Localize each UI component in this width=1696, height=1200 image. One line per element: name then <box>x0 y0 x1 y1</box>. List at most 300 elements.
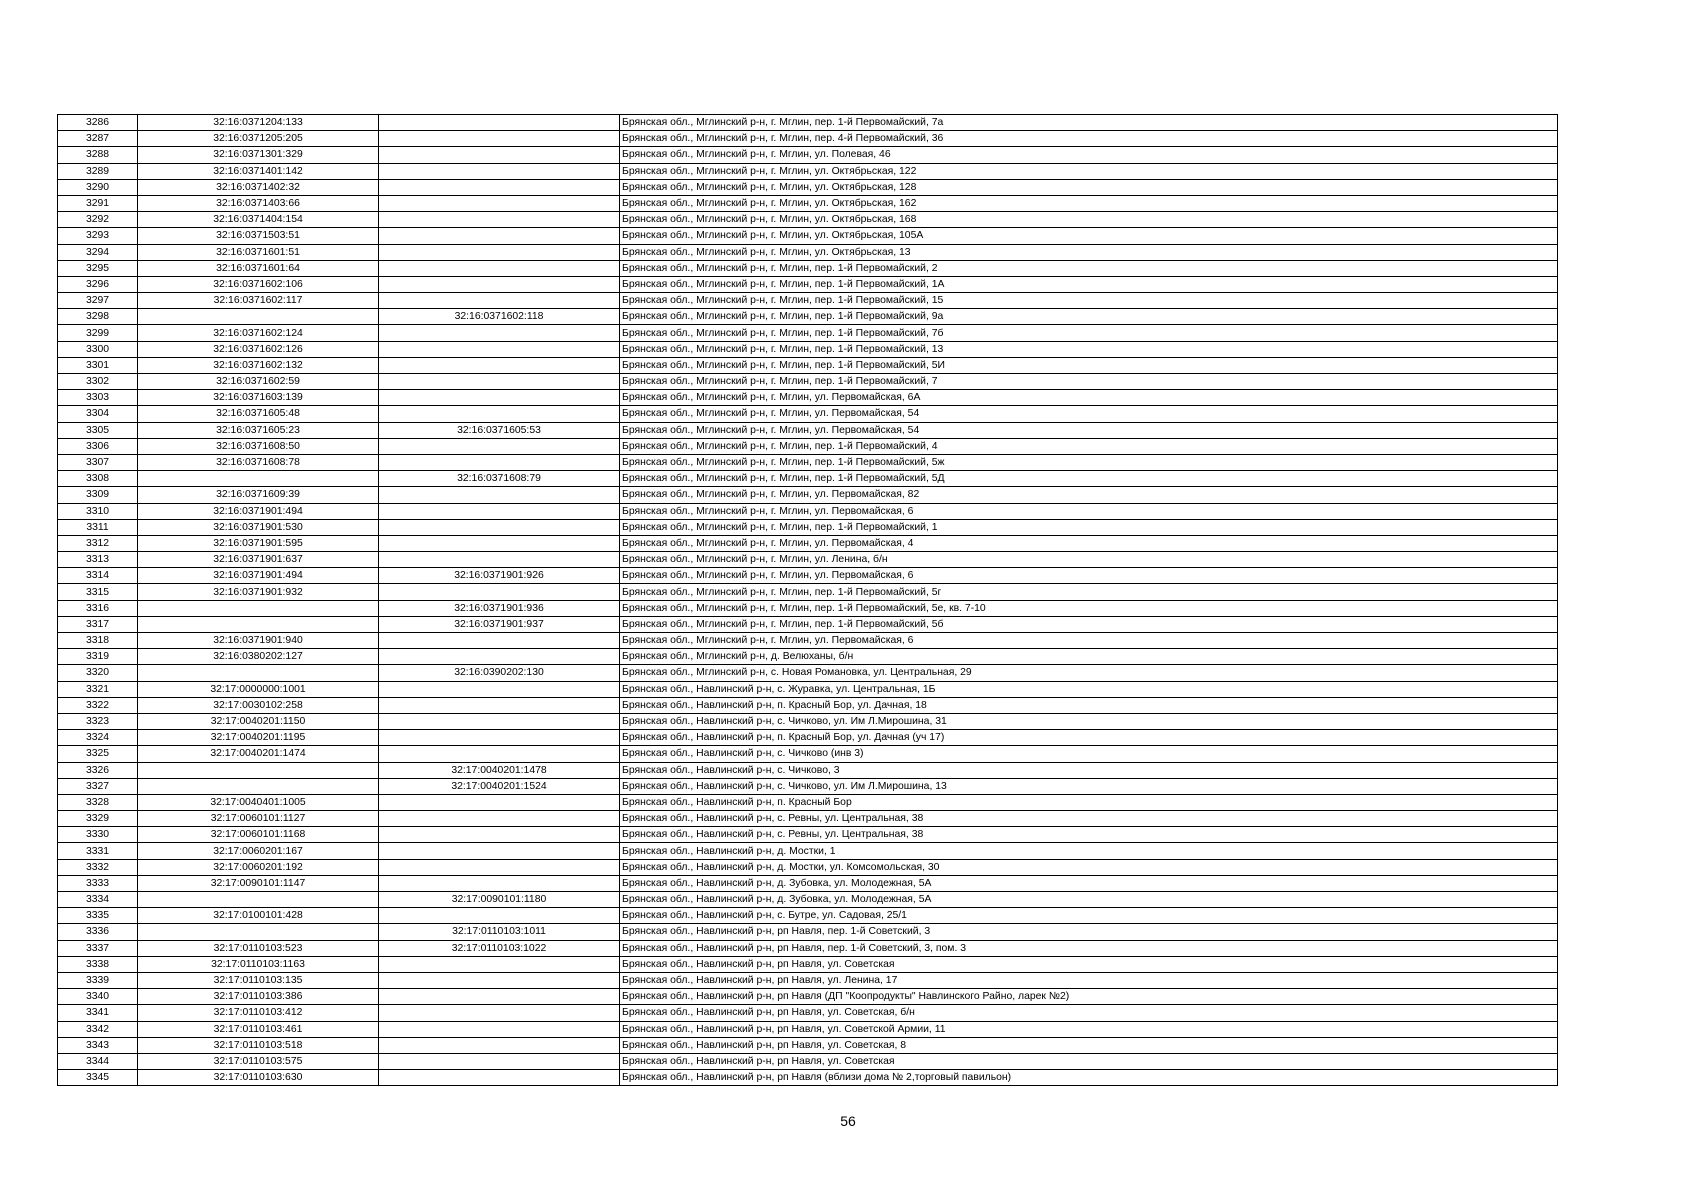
related-cadastral-number-cell <box>379 147 620 163</box>
related-cadastral-number-cell <box>379 1021 620 1037</box>
table-row <box>58 859 1558 875</box>
cadastral-number-cell: 32:17:0110103:575 <box>138 1053 379 1069</box>
address-cell: Брянская обл., Мглинский р-н, г. Мглин, ул. Октябрьская, 122 <box>620 163 1558 179</box>
related-cadastral-number-cell <box>379 390 620 406</box>
row-number-cell: 3338 <box>58 956 138 972</box>
table-row <box>58 341 1558 357</box>
table-row <box>58 454 1558 470</box>
related-cadastral-number-cell: 32:17:0040201:1524 <box>379 778 620 794</box>
table-row <box>58 519 1558 535</box>
address-cell: Брянская обл., Мглинский р-н, г. Мглин, ул. Первомайская, 6А <box>620 390 1558 406</box>
table-row <box>58 309 1558 325</box>
cadastral-number-cell <box>138 616 379 632</box>
address-cell: Брянская обл., Навлинский р-н, рп Навля, ул. Советская, б/н <box>620 1005 1558 1021</box>
cadastral-number-cell <box>138 892 379 908</box>
cadastral-number-cell: 32:16:0371901:494 <box>138 503 379 519</box>
address-cell: Брянская обл., Мглинский р-н, г. Мглин, пер. 1-й Первомайский, 5ж <box>620 454 1558 470</box>
row-number-cell: 3292 <box>58 212 138 228</box>
row-number-cell: 3289 <box>58 163 138 179</box>
row-number-cell: 3318 <box>58 633 138 649</box>
related-cadastral-number-cell <box>379 584 620 600</box>
row-number-cell: 3296 <box>58 276 138 292</box>
cadastral-number-cell: 32:16:0371608:50 <box>138 438 379 454</box>
address-cell: Брянская обл., Навлинский р-н, с. Бутре, ул. Садовая, 25/1 <box>620 908 1558 924</box>
cadastral-number-cell: 32:17:0040201:1195 <box>138 730 379 746</box>
address-cell: Брянская обл., Мглинский р-н, г. Мглин, пер. 1-й Первомайский, 4 <box>620 438 1558 454</box>
table-row <box>58 940 1558 956</box>
related-cadastral-number-cell <box>379 552 620 568</box>
address-cell: Брянская обл., Мглинский р-н, г. Мглин, пер. 1-й Первомайский, 15 <box>620 293 1558 309</box>
table-row <box>58 681 1558 697</box>
related-cadastral-number-cell <box>379 503 620 519</box>
table-row <box>58 406 1558 422</box>
address-cell: Брянская обл., Мглинский р-н, г. Мглин, пер. 1-й Первомайский, 2 <box>620 260 1558 276</box>
related-cadastral-number-cell: 32:17:0040201:1478 <box>379 762 620 778</box>
cadastral-number-cell: 32:16:0371602:117 <box>138 293 379 309</box>
table-row <box>58 584 1558 600</box>
cadastral-number-cell: 32:17:0060201:167 <box>138 843 379 859</box>
cadastral-number-cell <box>138 778 379 794</box>
row-number-cell: 3312 <box>58 535 138 551</box>
row-number-cell: 3298 <box>58 309 138 325</box>
row-number-cell: 3310 <box>58 503 138 519</box>
table-row <box>58 228 1558 244</box>
cadastral-number-cell: 32:16:0371602:126 <box>138 341 379 357</box>
table-row <box>58 794 1558 810</box>
address-cell: Брянская обл., Навлинский р-н, с. Ревны, ул. Центральная, 38 <box>620 827 1558 843</box>
table-row <box>58 212 1558 228</box>
table-row <box>58 115 1558 131</box>
table-row <box>58 956 1558 972</box>
address-cell: Брянская обл., Навлинский р-н, с. Журавка, ул. Центральная, 1Б <box>620 681 1558 697</box>
table-row <box>58 471 1558 487</box>
row-number-cell: 3344 <box>58 1053 138 1069</box>
related-cadastral-number-cell <box>379 212 620 228</box>
table-row <box>58 163 1558 179</box>
row-number-cell: 3345 <box>58 1070 138 1086</box>
cadastral-number-cell <box>138 665 379 681</box>
table-row <box>58 1053 1558 1069</box>
address-cell: Брянская обл., Навлинский р-н, д. Зубовка, ул. Молодежная, 5А <box>620 875 1558 891</box>
table-row <box>58 1070 1558 1086</box>
table-row <box>58 989 1558 1005</box>
address-cell: Брянская обл., Навлинский р-н, с. Чичково, ул. Им Л.Мирошина, 13 <box>620 778 1558 794</box>
related-cadastral-number-cell <box>379 859 620 875</box>
address-cell: Брянская обл., Мглинский р-н, г. Мглин, ул. Октябрьская, 128 <box>620 179 1558 195</box>
related-cadastral-number-cell <box>379 454 620 470</box>
related-cadastral-number-cell <box>379 1005 620 1021</box>
address-cell: Брянская обл., Мглинский р-н, г. Мглин, пер. 1-й Первомайский, 5е, кв. 7-10 <box>620 600 1558 616</box>
row-number-cell: 3337 <box>58 940 138 956</box>
related-cadastral-number-cell <box>379 908 620 924</box>
address-cell: Брянская обл., Навлинский р-н, д. Мостки, ул. Комсомольская, 30 <box>620 859 1558 875</box>
related-cadastral-number-cell: 32:16:0390202:130 <box>379 665 620 681</box>
cadastral-number-cell: 32:16:0371205:205 <box>138 131 379 147</box>
table-row <box>58 438 1558 454</box>
table-row <box>58 244 1558 260</box>
table-row <box>58 390 1558 406</box>
row-number-cell: 3286 <box>58 115 138 131</box>
address-cell: Брянская обл., Навлинский р-н, рп Навля, ул. Советская, 8 <box>620 1037 1558 1053</box>
row-number-cell: 3302 <box>58 374 138 390</box>
row-number-cell: 3333 <box>58 875 138 891</box>
row-number-cell: 3305 <box>58 422 138 438</box>
cadastral-number-cell: 32:17:0110103:1163 <box>138 956 379 972</box>
cadastral-number-cell: 32:16:0371402:32 <box>138 179 379 195</box>
table-row <box>58 1021 1558 1037</box>
cadastral-number-cell: 32:16:0371901:530 <box>138 519 379 535</box>
related-cadastral-number-cell: 32:16:0371901:937 <box>379 616 620 632</box>
related-cadastral-number-cell: 32:17:0090101:1180 <box>379 892 620 908</box>
row-number-cell: 3291 <box>58 195 138 211</box>
row-number-cell: 3297 <box>58 293 138 309</box>
address-cell: Брянская обл., Мглинский р-н, г. Мглин, пер. 1-й Первомайский, 1А <box>620 276 1558 292</box>
address-cell: Брянская обл., Мглинский р-н, г. Мглин, ул. Первомайская, 6 <box>620 633 1558 649</box>
cadastral-number-cell: 32:16:0371608:78 <box>138 454 379 470</box>
row-number-cell: 3322 <box>58 697 138 713</box>
cadastral-number-cell: 32:17:0060101:1168 <box>138 827 379 843</box>
table-row <box>58 633 1558 649</box>
row-number-cell: 3329 <box>58 811 138 827</box>
address-cell: Брянская обл., Мглинский р-н, г. Мглин, ул. Первомайская, 4 <box>620 535 1558 551</box>
row-number-cell: 3315 <box>58 584 138 600</box>
row-number-cell: 3316 <box>58 600 138 616</box>
address-cell: Брянская обл., Мглинский р-н, г. Мглин, пер. 1-й Первомайский, 5б <box>620 616 1558 632</box>
table-row <box>58 1037 1558 1053</box>
row-number-cell: 3320 <box>58 665 138 681</box>
address-cell: Брянская обл., Навлинский р-н, п. Красный Бор <box>620 794 1558 810</box>
table-row <box>58 665 1558 681</box>
table-row <box>58 374 1558 390</box>
row-number-cell: 3340 <box>58 989 138 1005</box>
cadastral-number-cell: 32:16:0371403:66 <box>138 195 379 211</box>
row-number-cell: 3295 <box>58 260 138 276</box>
cadastral-number-cell: 32:17:0090101:1147 <box>138 875 379 891</box>
address-cell: Брянская обл., Мглинский р-н, г. Мглин, ул. Первомайская, 54 <box>620 406 1558 422</box>
table-row <box>58 875 1558 891</box>
cadastral-number-cell: 32:16:0371602:59 <box>138 374 379 390</box>
address-cell: Брянская обл., Мглинский р-н, г. Мглин, ул. Октябрьская, 162 <box>620 195 1558 211</box>
row-number-cell: 3326 <box>58 762 138 778</box>
row-number-cell: 3314 <box>58 568 138 584</box>
related-cadastral-number-cell <box>379 794 620 810</box>
row-number-cell: 3334 <box>58 892 138 908</box>
table-row <box>58 276 1558 292</box>
cadastral-number-cell: 32:16:0371605:23 <box>138 422 379 438</box>
row-number-cell: 3341 <box>58 1005 138 1021</box>
related-cadastral-number-cell <box>379 325 620 341</box>
row-number-cell: 3330 <box>58 827 138 843</box>
cadastral-number-cell: 32:16:0371602:132 <box>138 357 379 373</box>
address-cell: Брянская обл., Мглинский р-н, г. Мглин, пер. 1-й Первомайский, 7б <box>620 325 1558 341</box>
related-cadastral-number-cell <box>379 179 620 195</box>
row-number-cell: 3299 <box>58 325 138 341</box>
table-row <box>58 616 1558 632</box>
registry-table-body <box>58 115 1558 1086</box>
cadastral-number-cell: 32:16:0371503:51 <box>138 228 379 244</box>
row-number-cell: 3313 <box>58 552 138 568</box>
cadastral-number-cell: 32:16:0371609:39 <box>138 487 379 503</box>
table-row <box>58 827 1558 843</box>
address-cell: Брянская обл., Мглинский р-н, г. Мглин, пер. 1-й Первомайский, 9а <box>620 309 1558 325</box>
cadastral-number-cell: 32:16:0371601:64 <box>138 260 379 276</box>
address-cell: Брянская обл., Навлинский р-н, д. Зубовка, ул. Молодежная, 5А <box>620 892 1558 908</box>
row-number-cell: 3301 <box>58 357 138 373</box>
table-row <box>58 649 1558 665</box>
address-cell: Брянская обл., Навлинский р-н, рп Навля (вблизи дома № 2,торговый павильон) <box>620 1070 1558 1086</box>
row-number-cell: 3336 <box>58 924 138 940</box>
related-cadastral-number-cell <box>379 989 620 1005</box>
cadastral-number-cell: 32:17:0110103:412 <box>138 1005 379 1021</box>
cadastral-number-cell: 32:17:0110103:523 <box>138 940 379 956</box>
related-cadastral-number-cell <box>379 697 620 713</box>
related-cadastral-number-cell <box>379 535 620 551</box>
related-cadastral-number-cell <box>379 730 620 746</box>
related-cadastral-number-cell <box>379 487 620 503</box>
cadastral-number-cell: 32:16:0371204:133 <box>138 115 379 131</box>
table-row <box>58 600 1558 616</box>
row-number-cell: 3303 <box>58 390 138 406</box>
cadastral-number-cell: 32:16:0371603:139 <box>138 390 379 406</box>
table-row <box>58 924 1558 940</box>
related-cadastral-number-cell <box>379 633 620 649</box>
related-cadastral-number-cell <box>379 827 620 843</box>
related-cadastral-number-cell <box>379 163 620 179</box>
address-cell: Брянская обл., Мглинский р-н, г. Мглин, ул. Первомайская, 6 <box>620 568 1558 584</box>
address-cell: Брянская обл., Мглинский р-н, г. Мглин, ул. Первомайская, 82 <box>620 487 1558 503</box>
row-number-cell: 3342 <box>58 1021 138 1037</box>
cadastral-number-cell: 32:17:0110103:630 <box>138 1070 379 1086</box>
related-cadastral-number-cell <box>379 341 620 357</box>
table-row <box>58 697 1558 713</box>
row-number-cell: 3288 <box>58 147 138 163</box>
address-cell: Брянская обл., Навлинский р-н, рп Навля, пер. 1-й Советский, 3, пом. 3 <box>620 940 1558 956</box>
table-row <box>58 325 1558 341</box>
table-row <box>58 730 1558 746</box>
cadastral-number-cell: 32:16:0371901:595 <box>138 535 379 551</box>
table-row <box>58 552 1558 568</box>
cadastral-number-cell <box>138 924 379 940</box>
address-cell: Брянская обл., Навлинский р-н, рп Навля, ул. Ленина, 17 <box>620 972 1558 988</box>
related-cadastral-number-cell <box>379 131 620 147</box>
address-cell: Брянская обл., Мглинский р-н, г. Мглин, ул. Октябрьская, 13 <box>620 244 1558 260</box>
row-number-cell: 3321 <box>58 681 138 697</box>
cadastral-number-cell: 32:17:0110103:135 <box>138 972 379 988</box>
related-cadastral-number-cell <box>379 406 620 422</box>
related-cadastral-number-cell <box>379 843 620 859</box>
table-row <box>58 487 1558 503</box>
table-row <box>58 713 1558 729</box>
related-cadastral-number-cell <box>379 875 620 891</box>
related-cadastral-number-cell: 32:17:0110103:1011 <box>379 924 620 940</box>
table-row <box>58 778 1558 794</box>
related-cadastral-number-cell <box>379 956 620 972</box>
related-cadastral-number-cell <box>379 649 620 665</box>
table-row <box>58 762 1558 778</box>
address-cell: Брянская обл., Мглинский р-н, г. Мглин, пер. 1-й Первомайский, 7а <box>620 115 1558 131</box>
row-number-cell: 3293 <box>58 228 138 244</box>
page-number: 56 <box>840 1113 856 1129</box>
address-cell: Брянская обл., Мглинский р-н, г. Мглин, пер. 1-й Первомайский, 5г <box>620 584 1558 600</box>
related-cadastral-number-cell <box>379 681 620 697</box>
row-number-cell: 3300 <box>58 341 138 357</box>
row-number-cell: 3308 <box>58 471 138 487</box>
related-cadastral-number-cell: 32:16:0371608:79 <box>379 471 620 487</box>
related-cadastral-number-cell <box>379 195 620 211</box>
address-cell: Брянская обл., Навлинский р-н, с. Чичково, ул. Им Л.Мирошина, 31 <box>620 713 1558 729</box>
table-row <box>58 260 1558 276</box>
row-number-cell: 3304 <box>58 406 138 422</box>
row-number-cell: 3306 <box>58 438 138 454</box>
address-cell: Брянская обл., Мглинский р-н, г. Мглин, пер. 1-й Первомайский, 13 <box>620 341 1558 357</box>
address-cell: Брянская обл., Мглинский р-н, г. Мглин, пер. 1-й Первомайский, 5И <box>620 357 1558 373</box>
related-cadastral-number-cell <box>379 244 620 260</box>
table-row <box>58 503 1558 519</box>
row-number-cell: 3332 <box>58 859 138 875</box>
table-row <box>58 908 1558 924</box>
cadastral-number-cell: 32:17:0060201:192 <box>138 859 379 875</box>
cadastral-number-cell: 32:17:0000000:1001 <box>138 681 379 697</box>
table-row <box>58 131 1558 147</box>
cadastral-number-cell <box>138 309 379 325</box>
table-row <box>58 535 1558 551</box>
row-number-cell: 3328 <box>58 794 138 810</box>
related-cadastral-number-cell <box>379 438 620 454</box>
cadastral-number-cell: 32:16:0371605:48 <box>138 406 379 422</box>
address-cell: Брянская обл., Мглинский р-н, г. Мглин, ул. Первомайская, 6 <box>620 503 1558 519</box>
row-number-cell: 3335 <box>58 908 138 924</box>
related-cadastral-number-cell <box>379 972 620 988</box>
address-cell: Брянская обл., Навлинский р-н, д. Мостки, 1 <box>620 843 1558 859</box>
related-cadastral-number-cell <box>379 374 620 390</box>
table-row <box>58 179 1558 195</box>
table-row <box>58 972 1558 988</box>
cadastral-number-cell: 32:17:0060101:1127 <box>138 811 379 827</box>
table-row <box>58 293 1558 309</box>
table-row <box>58 195 1558 211</box>
address-cell: Брянская обл., Навлинский р-н, п. Красный Бор, ул. Дачная (уч 17) <box>620 730 1558 746</box>
row-number-cell: 3319 <box>58 649 138 665</box>
table-row <box>58 568 1558 584</box>
cadastral-number-cell: 32:16:0371404:154 <box>138 212 379 228</box>
related-cadastral-number-cell <box>379 519 620 535</box>
cadastral-number-cell: 32:16:0371401:142 <box>138 163 379 179</box>
registry-table <box>57 114 1558 1086</box>
related-cadastral-number-cell <box>379 357 620 373</box>
table-row <box>58 1005 1558 1021</box>
related-cadastral-number-cell <box>379 1037 620 1053</box>
address-cell: Брянская обл., Мглинский р-н, г. Мглин, пер. 1-й Первомайский, 5Д <box>620 471 1558 487</box>
cadastral-number-cell: 32:16:0371301:329 <box>138 147 379 163</box>
related-cadastral-number-cell <box>379 260 620 276</box>
address-cell: Брянская обл., Навлинский р-н, рп Навля, пер. 1-й Советский, 3 <box>620 924 1558 940</box>
related-cadastral-number-cell <box>379 293 620 309</box>
address-cell: Брянская обл., Мглинский р-н, с. Новая Романовка, ул. Центральная, 29 <box>620 665 1558 681</box>
address-cell: Брянская обл., Навлинский р-н, рп Навля, ул. Советская <box>620 956 1558 972</box>
table-row <box>58 357 1558 373</box>
cadastral-number-cell: 32:16:0371901:940 <box>138 633 379 649</box>
cadastral-number-cell: 32:16:0371602:124 <box>138 325 379 341</box>
related-cadastral-number-cell <box>379 746 620 762</box>
row-number-cell: 3309 <box>58 487 138 503</box>
address-cell: Брянская обл., Навлинский р-н, рп Навля, ул. Советской Армии, 11 <box>620 1021 1558 1037</box>
address-cell: Брянская обл., Мглинский р-н, г. Мглин, ул. Первомайская, 54 <box>620 422 1558 438</box>
cadastral-number-cell: 32:16:0371602:106 <box>138 276 379 292</box>
related-cadastral-number-cell: 32:17:0110103:1022 <box>379 940 620 956</box>
address-cell: Брянская обл., Мглинский р-н, г. Мглин, ул. Октябрьская, 168 <box>620 212 1558 228</box>
table-row <box>58 843 1558 859</box>
row-number-cell: 3307 <box>58 454 138 470</box>
address-cell: Брянская обл., Мглинский р-н, г. Мглин, пер. 4-й Первомайский, 36 <box>620 131 1558 147</box>
row-number-cell: 3327 <box>58 778 138 794</box>
row-number-cell: 3311 <box>58 519 138 535</box>
row-number-cell: 3323 <box>58 713 138 729</box>
cadastral-number-cell: 32:16:0371901:494 <box>138 568 379 584</box>
cadastral-number-cell: 32:17:0110103:461 <box>138 1021 379 1037</box>
related-cadastral-number-cell <box>379 811 620 827</box>
table-row <box>58 422 1558 438</box>
address-cell: Брянская обл., Мглинский р-н, г. Мглин, ул. Ленина, б/н <box>620 552 1558 568</box>
row-number-cell: 3290 <box>58 179 138 195</box>
cadastral-number-cell <box>138 762 379 778</box>
table-row <box>58 811 1558 827</box>
row-number-cell: 3339 <box>58 972 138 988</box>
cadastral-number-cell: 32:17:0030102:258 <box>138 697 379 713</box>
cadastral-number-cell: 32:17:0110103:386 <box>138 989 379 1005</box>
address-cell: Брянская обл., Навлинский р-н, с. Чичково, 3 <box>620 762 1558 778</box>
row-number-cell: 3294 <box>58 244 138 260</box>
table-row <box>58 147 1558 163</box>
table-row <box>58 746 1558 762</box>
row-number-cell: 3317 <box>58 616 138 632</box>
cadastral-number-cell: 32:17:0040201:1150 <box>138 713 379 729</box>
related-cadastral-number-cell: 32:16:0371602:118 <box>379 309 620 325</box>
row-number-cell: 3331 <box>58 843 138 859</box>
address-cell: Брянская обл., Мглинский р-н, г. Мглин, ул. Полевая, 46 <box>620 147 1558 163</box>
row-number-cell: 3324 <box>58 730 138 746</box>
cadastral-number-cell <box>138 600 379 616</box>
cadastral-number-cell: 32:16:0371901:932 <box>138 584 379 600</box>
related-cadastral-number-cell <box>379 1053 620 1069</box>
address-cell: Брянская обл., Навлинский р-н, рп Навля (ДП "Коопродукты" Навлинского Райно, ларек №2) <box>620 989 1558 1005</box>
table-row <box>58 892 1558 908</box>
address-cell: Брянская обл., Мглинский р-н, г. Мглин, пер. 1-й Первомайский, 1 <box>620 519 1558 535</box>
related-cadastral-number-cell: 32:16:0371901:936 <box>379 600 620 616</box>
address-cell: Брянская обл., Мглинский р-н, г. Мглин, ул. Октябрьская, 105А <box>620 228 1558 244</box>
related-cadastral-number-cell <box>379 228 620 244</box>
address-cell: Брянская обл., Навлинский р-н, с. Чичково (инв 3) <box>620 746 1558 762</box>
related-cadastral-number-cell: 32:16:0371901:926 <box>379 568 620 584</box>
related-cadastral-number-cell <box>379 115 620 131</box>
cadastral-number-cell: 32:17:0040401:1005 <box>138 794 379 810</box>
cadastral-number-cell: 32:17:0040201:1474 <box>138 746 379 762</box>
related-cadastral-number-cell: 32:16:0371605:53 <box>379 422 620 438</box>
address-cell: Брянская обл., Навлинский р-н, п. Красный Бор, ул. Дачная, 18 <box>620 697 1558 713</box>
cadastral-number-cell: 32:17:0110103:518 <box>138 1037 379 1053</box>
related-cadastral-number-cell <box>379 713 620 729</box>
cadastral-number-cell: 32:16:0371901:637 <box>138 552 379 568</box>
address-cell: Брянская обл., Навлинский р-н, рп Навля, ул. Советская <box>620 1053 1558 1069</box>
row-number-cell: 3325 <box>58 746 138 762</box>
cadastral-number-cell: 32:16:0371601:51 <box>138 244 379 260</box>
cadastral-number-cell: 32:17:0100101:428 <box>138 908 379 924</box>
address-cell: Брянская обл., Мглинский р-н, д. Велюханы, б/н <box>620 649 1558 665</box>
row-number-cell: 3287 <box>58 131 138 147</box>
row-number-cell: 3343 <box>58 1037 138 1053</box>
address-cell: Брянская обл., Мглинский р-н, г. Мглин, пер. 1-й Первомайский, 7 <box>620 374 1558 390</box>
related-cadastral-number-cell <box>379 1070 620 1086</box>
cadastral-number-cell: 32:16:0380202:127 <box>138 649 379 665</box>
